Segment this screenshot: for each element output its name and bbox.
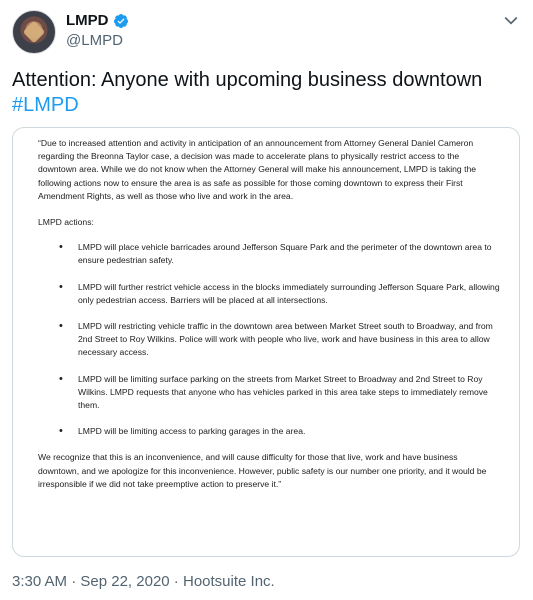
statement-intro: “Due to increased attention and activity in anticipation of an announcement from Attorney General Daniel Cameron regarding the Breonna Taylor case, a decision was made to accelerate plans to physically restrict access to the downtown area. While we do not know when the Attorney General will make his announcement, LMPD is taking the following actions now to ensure the area is as safe as possible for those coming downtown to express their First Amendment Rights, as well as those who live and work in the area.: [38, 138, 477, 201]
verified-badge-icon: [113, 13, 129, 29]
avatar[interactable]: [12, 10, 56, 54]
actions-list: [38, 241, 500, 438]
author-block[interactable]: [66, 12, 129, 50]
name-row: [66, 12, 129, 30]
tweet-body: Attention: Anyone with upcoming business downtown: [12, 69, 483, 91]
display-name[interactable]: LMPD: [66, 12, 109, 29]
statement-image[interactable]: [12, 127, 520, 557]
list-item: • LMPD will place vehicle barricades around Jefferson Square Park and the perimeter of the downtown area to ensure pedestrian safety.: [59, 241, 500, 267]
actions-title: LMPD actions:: [38, 217, 94, 228]
tweet-text: [12, 68, 521, 118]
statement-closing: We recognize that this is an inconvenience, and will cause difficulty for those that live, work and have business downtown, and we apologize for this inconvenience. However, public safety is our number one priority, and it would be irresponsible if we did not take preemptive action to preserve it.”: [38, 452, 487, 489]
meta-separator: ·: [169, 573, 183, 590]
badge-emblem-icon: [23, 21, 46, 44]
list-item: • LMPD will restricting vehicle traffic in the downtown area between Market Street south to Broadway, and from 2nd Street to Roy Wilkins. Police will work with people who live, work and have business in this area to allow necessary access.: [59, 320, 500, 360]
timestamp-date[interactable]: Sep 22, 2020: [80, 573, 170, 590]
chevron-down-icon[interactable]: [501, 10, 521, 30]
statement-document: [38, 137, 500, 504]
list-item: • LMPD will further restrict vehicle access in the blocks immediately surrounding Jefferson Square Park, allowing only pedestrian access. Barriers will be placed at all intersections.: [59, 281, 500, 307]
tweet-header: [12, 8, 521, 56]
list-item: • LMPD will be limiting surface parking on the streets from Market Street to Broadway and 2nd Street to Roy Wilkins. LMPD requests that anyone who has vehicles parked in this area take steps to immediately remove them.: [59, 373, 500, 413]
timestamp-time[interactable]: 3:30 AM: [12, 573, 68, 590]
user-handle[interactable]: @LMPD: [66, 32, 123, 49]
hashtag-link[interactable]: #LMPD: [12, 94, 79, 116]
tweet-metadata: [12, 572, 275, 592]
source-app-link[interactable]: Hootsuite Inc.: [182, 573, 275, 590]
list-item: • LMPD will be limiting access to parking garages in the area.: [59, 425, 500, 438]
meta-separator: ·: [67, 573, 81, 590]
